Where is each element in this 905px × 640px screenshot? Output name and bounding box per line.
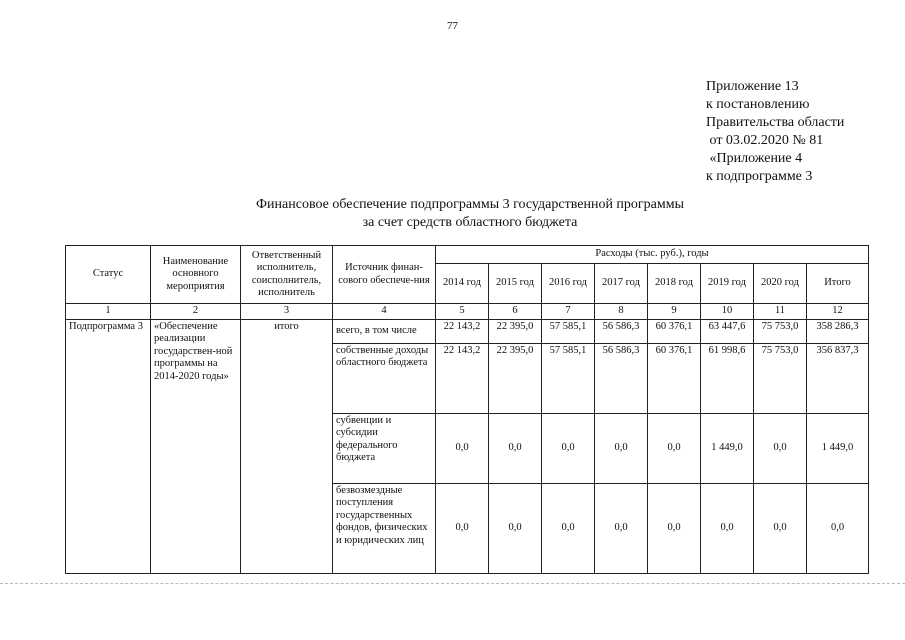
- title-line: Финансовое обеспечение подпрограммы 3 государственной программы: [255, 197, 685, 212]
- value-cell: 57 585,1: [542, 319, 595, 343]
- activity-cell: «Обеспечение реализации государствен-ной программы на 2014-2020 годы»: [151, 319, 241, 573]
- column-number: 12: [807, 304, 869, 320]
- column-number: 1: [66, 304, 151, 320]
- header-year: 2017 год: [595, 264, 648, 304]
- column-number: 3: [241, 304, 333, 320]
- column-number: 4: [333, 304, 436, 320]
- source-cell: безвозмездные поступления государственных фондов, физических и юридических лиц: [333, 483, 436, 573]
- appendix-line: от 03.02.2020 № 81: [706, 133, 824, 148]
- appendix-line: Правительства области: [706, 115, 845, 130]
- header-year: 2016 год: [542, 264, 595, 304]
- document-title: [160, 196, 780, 232]
- title-line: за счет средств областного бюджета: [362, 215, 578, 230]
- header-executor: Ответственный исполнитель, соисполнитель, исполнитель: [241, 246, 333, 304]
- header-year: 2019 год: [701, 264, 754, 304]
- value-cell: 0,0: [595, 413, 648, 483]
- value-cell: 22 143,2: [436, 343, 489, 413]
- appendix-line: Приложение 13: [706, 79, 799, 94]
- value-cell: 0,0: [754, 413, 807, 483]
- total-cell: 358 286,3: [807, 319, 869, 343]
- value-cell: 22 395,0: [489, 343, 542, 413]
- header-year: 2018 год: [648, 264, 701, 304]
- value-cell: 75 753,0: [754, 319, 807, 343]
- value-cell: 22 143,2: [436, 319, 489, 343]
- header-source: Источник финан-сового обеспече-ния: [333, 246, 436, 304]
- header-year: 2020 год: [754, 264, 807, 304]
- value-cell: 60 376,1: [648, 343, 701, 413]
- appendix-line: к постановлению: [706, 97, 810, 112]
- column-number: 11: [754, 304, 807, 320]
- value-cell: 0,0: [701, 483, 754, 573]
- column-number: 10: [701, 304, 754, 320]
- page-number: 77: [447, 20, 458, 32]
- value-cell: 0,0: [595, 483, 648, 573]
- header-year: 2015 год: [489, 264, 542, 304]
- column-number: 8: [595, 304, 648, 320]
- value-cell: 0,0: [436, 483, 489, 573]
- header-year: 2014 год: [436, 264, 489, 304]
- column-number: 7: [542, 304, 595, 320]
- column-number: 9: [648, 304, 701, 320]
- appendix-line: «Приложение 4: [706, 151, 803, 166]
- executor-cell: итого: [241, 319, 333, 573]
- value-cell: 1 449,0: [701, 413, 754, 483]
- value-cell: 0,0: [489, 483, 542, 573]
- value-cell: 0,0: [648, 413, 701, 483]
- total-cell: 0,0: [807, 483, 869, 573]
- value-cell: 75 753,0: [754, 343, 807, 413]
- value-cell: 0,0: [754, 483, 807, 573]
- status-cell: Подпрограмма 3: [66, 319, 151, 573]
- source-cell: собственные доходы областного бюджета: [333, 343, 436, 413]
- value-cell: 22 395,0: [489, 319, 542, 343]
- column-number: 5: [436, 304, 489, 320]
- column-number: 6: [489, 304, 542, 320]
- value-cell: 56 586,3: [595, 319, 648, 343]
- total-cell: 1 449,0: [807, 413, 869, 483]
- column-number: 2: [151, 304, 241, 320]
- header-expenses: Расходы (тыс. руб.), годы: [436, 246, 869, 264]
- header-total: Итого: [807, 264, 869, 304]
- total-cell: 356 837,3: [807, 343, 869, 413]
- value-cell: 56 586,3: [595, 343, 648, 413]
- value-cell: 0,0: [648, 483, 701, 573]
- appendix-line: к подпрограмме 3: [706, 169, 813, 184]
- value-cell: 60 376,1: [648, 319, 701, 343]
- finance-table: [65, 245, 869, 574]
- page-edge-divider: [0, 583, 905, 584]
- header-activity: Наименование основного мероприятия: [151, 246, 241, 304]
- source-cell: всего, в том числе: [333, 319, 436, 343]
- value-cell: 0,0: [489, 413, 542, 483]
- source-cell: субвенции и субсидии федерального бюджета: [333, 413, 436, 483]
- value-cell: 0,0: [542, 483, 595, 573]
- appendix-block: [706, 78, 844, 186]
- value-cell: 0,0: [436, 413, 489, 483]
- value-cell: 61 998,6: [701, 343, 754, 413]
- value-cell: 63 447,6: [701, 319, 754, 343]
- header-status: Статус: [66, 246, 151, 304]
- value-cell: 57 585,1: [542, 343, 595, 413]
- value-cell: 0,0: [542, 413, 595, 483]
